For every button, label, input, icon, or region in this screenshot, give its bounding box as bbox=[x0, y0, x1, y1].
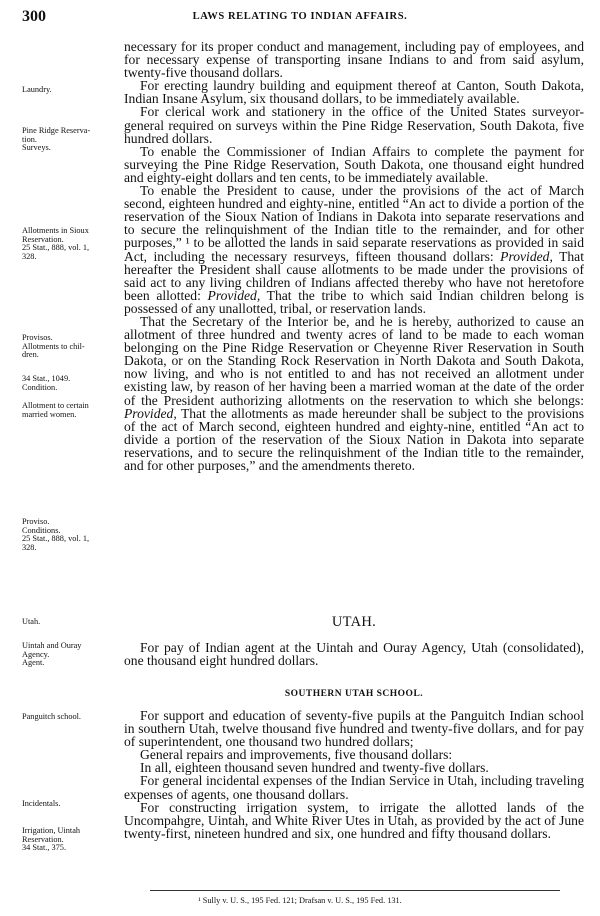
page-number: 300 bbox=[22, 8, 46, 25]
margin-note: Utah. bbox=[22, 617, 41, 626]
margin-note: Pine Ridge Reserva- tion. Surveys. bbox=[22, 126, 91, 152]
section-heading: UTAH. bbox=[331, 614, 377, 630]
paragraph: In all, eighteen thousand seven hundred and twenty-five dollars. bbox=[140, 760, 489, 776]
paragraph: For pay of Indian agent at the Uintah and Ouray Agency, Utah (consolidated), one thousand eight hundred dollars. bbox=[124, 640, 584, 669]
paragraph: For erecting laundry building and equipment thereof at Canton, South Dakota, Indian Insane Asylum, six thousand dollars, to be immediately available. bbox=[124, 78, 584, 107]
paragraph: General repairs and improvements, five thousand dollars: bbox=[140, 747, 453, 763]
margin-note: 34 Stat., 1049. Condition. bbox=[22, 374, 71, 392]
paragraph: For general incidental expenses of the Indian Service in Utah, including traveling expenses of agents, one thousand dollars. bbox=[124, 773, 584, 802]
margin-note: Incidentals. bbox=[22, 799, 61, 808]
margin-note: Proviso. Conditions. 25 Stat., 888, vol. 1, 328. bbox=[22, 517, 90, 552]
margin-note: Allotment to certain married women. bbox=[22, 401, 89, 419]
margin-note: Allotments in Sioux Reservation. 25 Stat., 888, vol. 1, 328. bbox=[22, 226, 90, 261]
footnote-rule bbox=[150, 890, 560, 891]
agency-text bbox=[124, 641, 584, 667]
paragraph: For support and education of seventy-five pupils at the Panguitch Indian school in southern Utah, twelve thousand five hundred and twenty-five dollars, and for pay of superintendent, one thousand two hundred dollars; bbox=[124, 708, 584, 750]
paragraph: For constructing irrigation system, to irrigate the allotted lands of the Uncompahgre, Uintah, and White River Utes in Utah, as provided by the act of June twenty-first, nineteen hundred and six, one hundred and fifty thousand dollars. bbox=[124, 799, 584, 841]
running-header: LAWS RELATING TO INDIAN AFFAIRS. bbox=[192, 11, 408, 22]
school-text bbox=[124, 709, 584, 840]
margin-note: Uintah and Ouray Agency. Agent. bbox=[22, 641, 82, 667]
paragraph: To enable the Commissioner of Indian Affairs to complete the payment for surveying the Pine Ridge Reservation, South Dakota, one thousand eight hundred and eighty-eight dollars and ten cents, to be immediately available. bbox=[124, 143, 584, 185]
margin-note: Irrigation, Uintah Reservation. 34 Stat., 375. bbox=[22, 826, 81, 852]
paragraph: necessary for its proper conduct and management, including pay of employees, and for necessary expense of transporting insane Indians to and from said asylum, twenty-five thousand dollars. bbox=[124, 39, 584, 81]
footnote: ¹ Sully v. U. S., 195 Fed. 121; Drafsan v. U. S., 195 Fed. 131. bbox=[198, 896, 402, 905]
margin-note: Provisos. Allotments to chil- dren. bbox=[22, 333, 85, 359]
paragraph: For clerical work and stationery in the office of the United States surveyor-general required on surveys within the Pine Ridge Reservation, South Dakota, five hundred dollars. bbox=[124, 104, 584, 146]
subsection-heading: SOUTHERN UTAH SCHOOL. bbox=[284, 689, 424, 699]
margin-note: Panguitch school. bbox=[22, 712, 81, 721]
margin-note: Laundry. bbox=[22, 85, 52, 94]
paragraph: To enable the President to cause, under the provisions of the act of March second, eighteen hundred and eighty-nine, entitled “An act to divide a portion of the reservation of the Sioux Nation of Indians in Dakota into separate reservations and to secure the relinquishment of the Indian title to the remainder, and for other purposes,” ¹ to be allotted the lands in said separate reservations as provided in said Act, including the necessary resurveys, fifteen thousand dollars: Provided, That hereafter the President shall cause allotments to be made under the provisions of said act to any living children of Indians affected thereby who have not heretofore been allotted: Provided, That the tribe to which said Indian children belong is possessed of any unallotted, tribal, or reservation lands. bbox=[124, 183, 584, 316]
main-text bbox=[124, 40, 584, 472]
paragraph: That the Secretary of the Interior be, and he is hereby, authorized to cause an allotment of three hundred and twenty acres of land to be made to each woman belonging on the Pine Ridge Reservation or Cheyenne River Reservation in South Dakota, or on the Standing Rock Reservation in North Dakota and South Dakota, now living, and who is not entitled to and has not received an allotment under existing law, by reason of her having been a married woman at the date of the order of the President authorizing allotments on the reservation to which she belongs: Provided, That the allotments as made hereunder shall be subject to the provisions of the act of March second, eighteen hundred and eighty-nine, entitled “An act to divide a portion of the reservation of the Sioux Nation in Dakota into separate reservations, and to secure the relinquishment of the Indian title to the remainder, and for other purposes,” and the amendments thereto. bbox=[124, 313, 584, 473]
